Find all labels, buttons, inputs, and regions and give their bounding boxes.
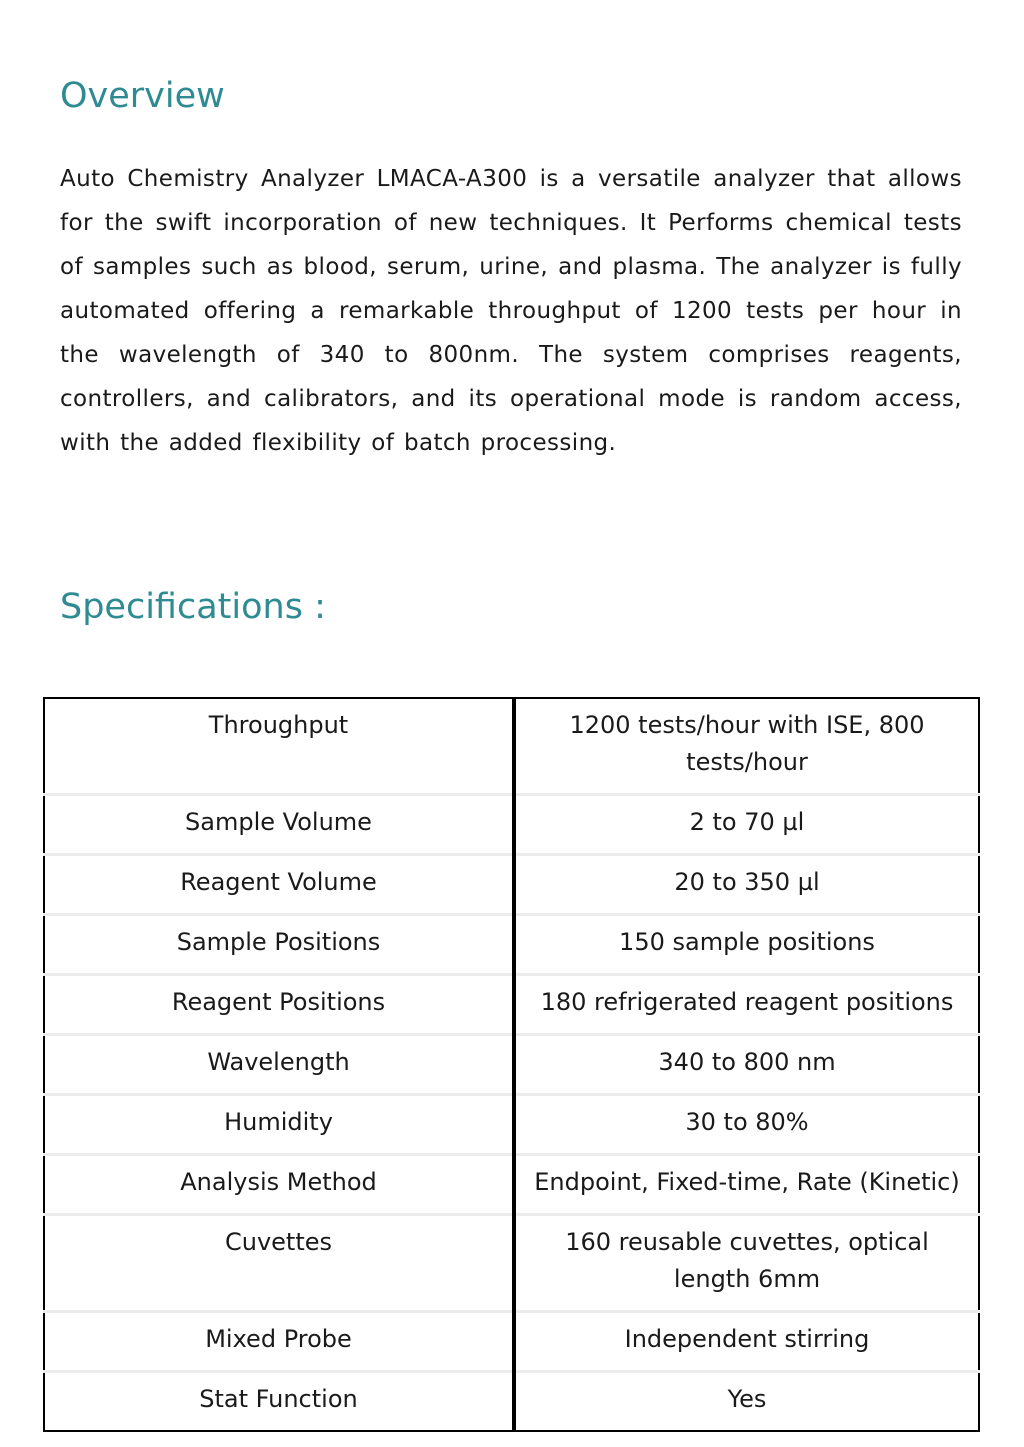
spec-label: Cuvettes	[44, 1215, 514, 1312]
spec-value: 180 refrigerated reagent positions	[514, 975, 979, 1035]
table-row	[44, 1155, 979, 1215]
spec-value: 30 to 80%	[514, 1095, 979, 1155]
table-row	[44, 975, 979, 1035]
spec-label: Wavelength	[44, 1035, 514, 1095]
table-row	[44, 855, 979, 915]
spec-label: Stat Function	[44, 1372, 514, 1432]
spec-value: 20 to 350 µl	[514, 855, 979, 915]
spec-label: Analysis Method	[44, 1155, 514, 1215]
spec-value: 160 reusable cuvettes, optical length 6mm	[514, 1215, 979, 1312]
table-row	[44, 1372, 979, 1432]
spec-label: Humidity	[44, 1095, 514, 1155]
spec-value: 150 sample positions	[514, 915, 979, 975]
spec-label: Sample Positions	[44, 915, 514, 975]
table-row	[44, 915, 979, 975]
spec-value: 2 to 70 µl	[514, 795, 979, 855]
spec-value: Endpoint, Fixed-time, Rate (Kinetic)	[514, 1155, 979, 1215]
spec-value: 340 to 800 nm	[514, 1035, 979, 1095]
table-row	[44, 795, 979, 855]
table-row	[44, 1095, 979, 1155]
table-row	[44, 1035, 979, 1095]
spec-label: Reagent Volume	[44, 855, 514, 915]
table-row	[44, 1312, 979, 1372]
spec-label: Mixed Probe	[44, 1312, 514, 1372]
spec-value: Independent stirring	[514, 1312, 979, 1372]
table-row	[44, 1215, 979, 1312]
specifications-heading: Specifications :	[60, 587, 326, 627]
overview-paragraph: Auto Chemistry Analyzer LMACA-A300 is a versatile analyzer that allows for the swift incorporation of new techniques. It Performs chemical tests of samples such as blood, serum, urine, and plasma. The analyzer is fully automated offering a remarkable throughput of 1200 tests per hour in the wavelength of 340 to 800nm. The system comprises reagents, controllers, and calibrators, and its operational mode is random access, with the added flexibility of batch processing.	[60, 166, 962, 456]
spec-value: 1200 tests/hour with ISE, 800 tests/hour	[514, 698, 979, 795]
spec-label: Sample Volume	[44, 795, 514, 855]
overview-heading: Overview	[60, 76, 225, 116]
table-row	[44, 698, 979, 795]
specifications-table	[43, 697, 980, 1432]
spec-label: Reagent Positions	[44, 975, 514, 1035]
spec-value: Yes	[727, 1385, 767, 1413]
spec-label: Throughput	[44, 698, 514, 795]
